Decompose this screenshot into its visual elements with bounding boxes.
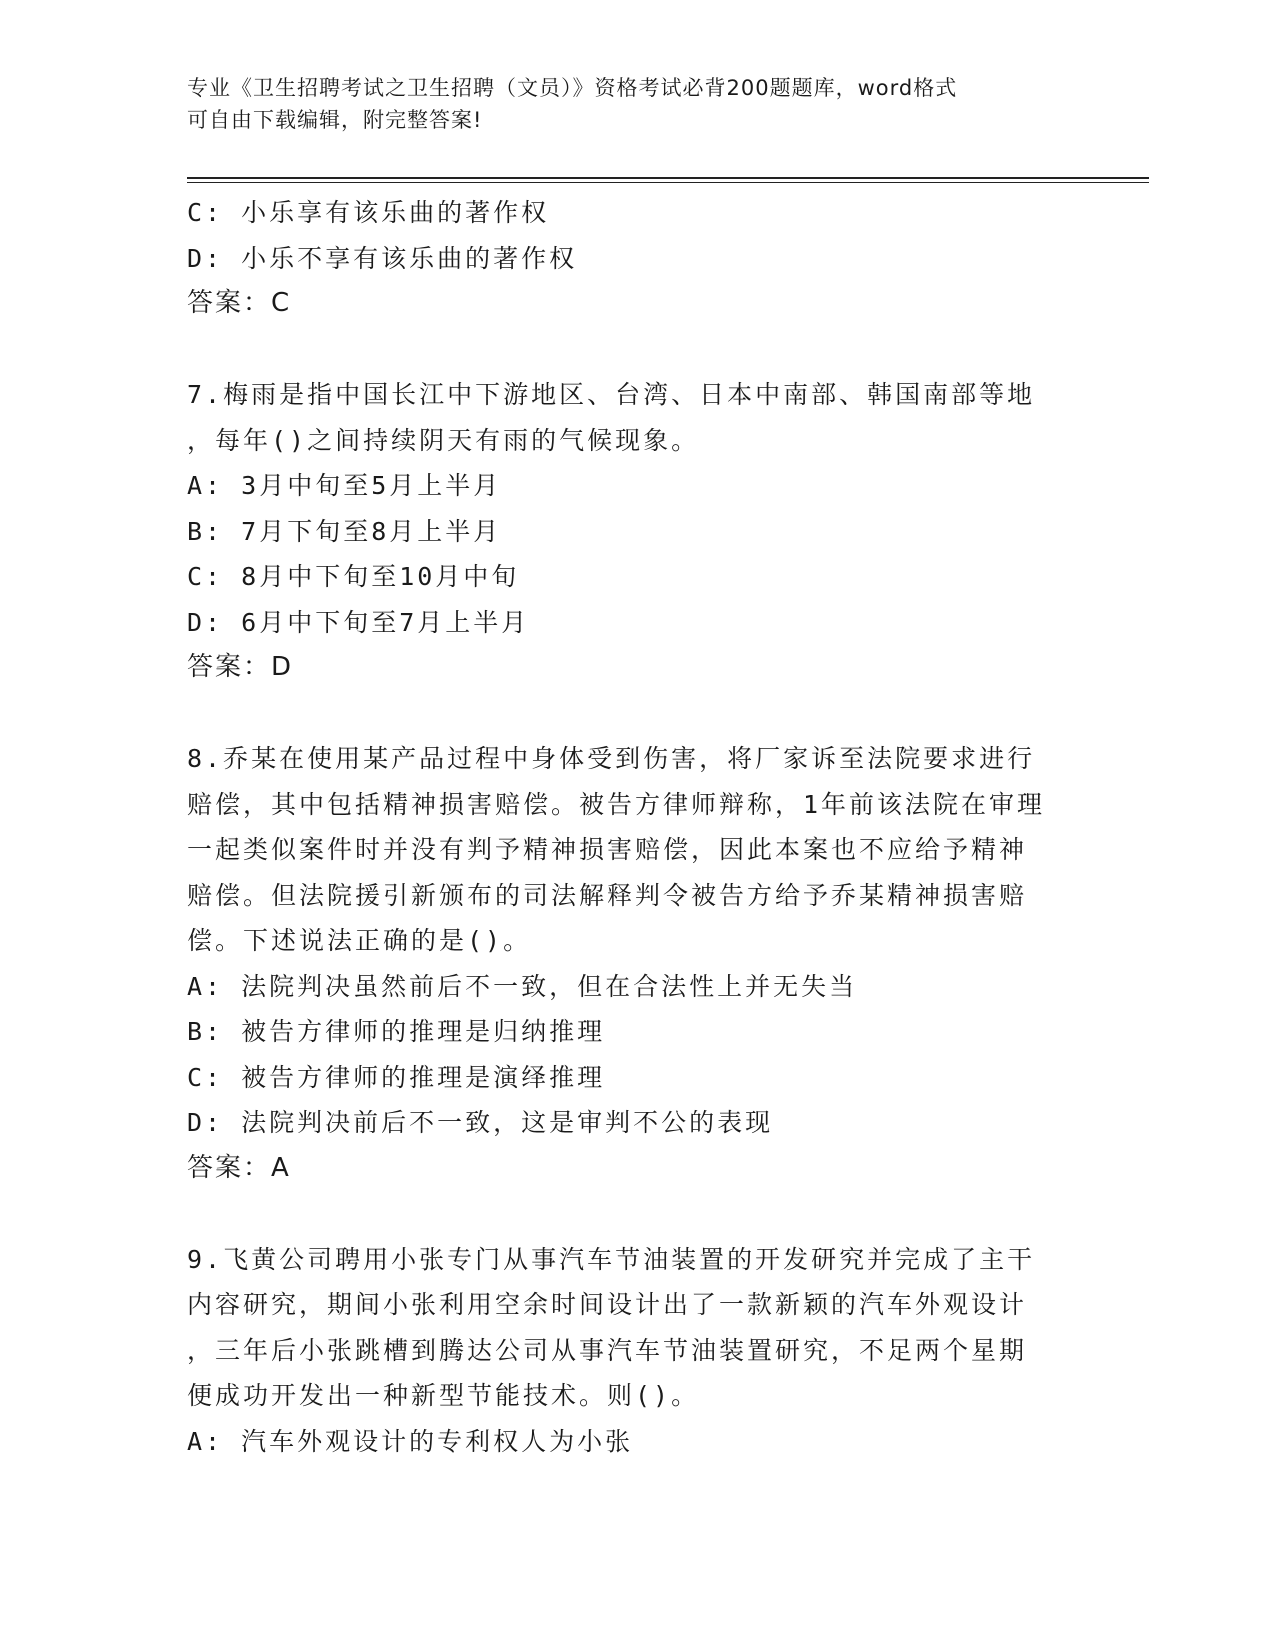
header-line-2: 可自由下载编辑，附完整答案! — [187, 108, 483, 132]
q8-option-d: D: 法院判决前后不一致，这是审判不公的表现 — [187, 1108, 774, 1137]
q9-stem-line-2: 内容研究，期间小张利用空余时间设计出了一款新颖的汽车外观设计 — [187, 1290, 1028, 1319]
q8-answer: 答案：A — [187, 1152, 291, 1183]
q9-stem-line-3: ，三年后小张跳槽到腾达公司从事汽车节油装置研究，不足两个星期 — [187, 1335, 1028, 1365]
header-line-1: 专业《卫生招聘考试之卫生招聘（文员）》资格考试必背200题题库，word格式 — [187, 76, 958, 100]
q7-option-b: B: 7月下旬至8月上半月 — [187, 516, 502, 546]
q8-option-a: A: 法院判决虽然前后不一致，但在合法性上并无失当 — [187, 971, 858, 1001]
q6-option-d: D: 小乐不享有该乐曲的著作权 — [187, 243, 578, 273]
q8-stem-line-3: 一起类似案件时并没有判予精神损害赔偿，因此本案也不应给予精神 — [187, 835, 1028, 864]
q8-option-c: C: 被告方律师的推理是演绎推理 — [187, 1062, 606, 1092]
document-header — [187, 72, 1067, 136]
q9-option-a: A: 汽车外观设计的专利权人为小张 — [187, 1426, 634, 1456]
q9-stem-line-4: 便成功开发出一种新型节能技术。则()。 — [187, 1381, 700, 1410]
q8-option-b: B: 被告方律师的推理是归纳推理 — [187, 1017, 606, 1046]
q7-stem-line-2: ，每年()之间持续阴天有雨的气候现象。 — [187, 425, 700, 455]
q8-stem-line-2: 赔偿，其中包括精神损害赔偿。被告方律师辩称，1年前该法院在审理 — [187, 789, 1046, 819]
question-content — [187, 190, 1087, 1464]
q6-answer: 答案：C — [187, 288, 292, 318]
q7-answer: 答案：D — [187, 652, 294, 682]
q6-option-c: C: 小乐享有该乐曲的著作权 — [187, 198, 550, 227]
header-rule-thin — [187, 182, 1149, 183]
header-rule-thick — [187, 177, 1149, 179]
q7-stem-line-1: 7.梅雨是指中国长江中下游地区、台湾、日本中南部、韩国南部等地 — [187, 380, 1036, 409]
q7-option-a: A: 3月中旬至5月上半月 — [187, 471, 502, 500]
q7-option-c: C: 8月中下旬至10月中旬 — [187, 562, 520, 591]
q8-stem-line-1: 8.乔某在使用某产品过程中身体受到伤害，将厂家诉至法院要求进行 — [187, 744, 1036, 773]
q8-stem-line-5: 偿。下述说法正确的是()。 — [187, 926, 532, 955]
q7-option-d: D: 6月中下旬至7月上半月 — [187, 607, 530, 637]
q8-stem-line-4: 赔偿。但法院援引新颁布的司法解释判令被告方给予乔某精神损害赔 — [187, 880, 1028, 910]
q9-stem-line-1: 9.飞黄公司聘用小张专门从事汽车节油装置的开发研究并完成了主干 — [187, 1244, 1036, 1274]
